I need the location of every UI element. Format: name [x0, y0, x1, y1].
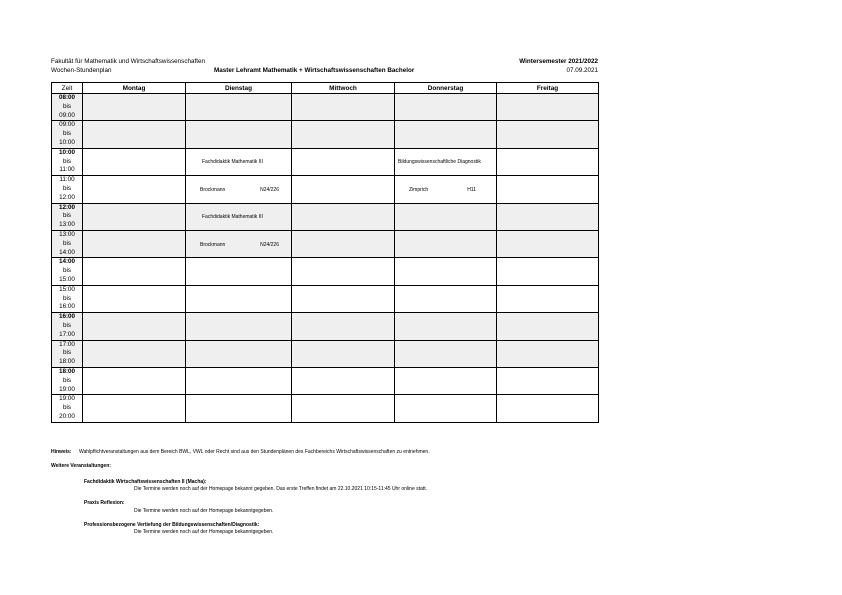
note-text: Die Termine werden noch auf der Homepage bekanntgegeben. [134, 508, 274, 514]
table-row [52, 230, 599, 257]
course-title: Fachdidaktik Mathematik III [202, 213, 263, 220]
slot-cell [83, 121, 186, 148]
slot-cell [292, 367, 395, 394]
slot-cell [292, 313, 395, 340]
slot-cell [497, 340, 599, 367]
hint-line [51, 449, 430, 455]
slot-cell [497, 121, 599, 148]
slot-cell [395, 367, 497, 394]
header-row [52, 83, 599, 94]
col-montag: Montag [83, 83, 186, 94]
slot-cell [83, 313, 186, 340]
program-title: Master Lehramt Mathematik + Wirtschaftswissenschaften Bachelor [214, 67, 415, 74]
slot-cell [83, 148, 186, 175]
event-cell[interactable] [186, 230, 292, 257]
slot-cell [186, 313, 292, 340]
col-mittwoch: Mittwoch [292, 83, 395, 94]
slot-cell [395, 340, 497, 367]
time-slot: 14:00 bis 15:00 [52, 258, 83, 285]
note-text: Die Termine werden noch auf der Homepage bekanntgegeben. [134, 529, 274, 535]
slot-cell [497, 94, 599, 121]
slot-cell [395, 395, 497, 422]
slot-cell [497, 258, 599, 285]
slot-cell [395, 203, 497, 230]
time-slot: 13:00 bis 14:00 [52, 230, 83, 257]
slot-cell [83, 285, 186, 312]
table-row [52, 367, 599, 394]
event-cell[interactable] [186, 148, 292, 175]
slot-cell [83, 395, 186, 422]
slot-cell [83, 176, 186, 203]
slot-cell [497, 230, 599, 257]
timetable [51, 82, 599, 423]
note-title: Professionsbezogene Vertiefung der Bildungswissenschaften/Diagnostik: [84, 522, 260, 528]
slot-cell [395, 121, 497, 148]
slot-cell [186, 395, 292, 422]
room-name: H11 [467, 187, 476, 194]
slot-cell [395, 258, 497, 285]
event-cell[interactable] [395, 176, 497, 203]
slot-cell [497, 148, 599, 175]
slot-cell [292, 395, 395, 422]
time-slot: 08:00 bis 09:00 [52, 94, 83, 121]
slot-cell [497, 313, 599, 340]
slot-cell [395, 230, 497, 257]
faculty-title: Fakultät für Mathematik und Wirtschaftswissenschaften [51, 58, 205, 65]
slot-cell [186, 367, 292, 394]
hint-text: Wahlpflichtveranstaltungen aus dem Bereich BWL, VWL oder Recht sind aus den Stundenplänen des Fachbereichs Wirtschaftswissenschaften zu entnehmen. [78, 449, 430, 455]
teacher-name: Brockmann [200, 241, 226, 248]
slot-cell [292, 340, 395, 367]
table-row [52, 203, 599, 230]
more-courses-label: Weitere Veranstaltungen: [51, 463, 111, 469]
table-row [52, 258, 599, 285]
col-donnerstag: Donnerstag [395, 83, 497, 94]
slot-cell [395, 285, 497, 312]
slot-cell [497, 203, 599, 230]
print-date: 07.09.2021 [566, 67, 598, 74]
slot-cell [83, 367, 186, 394]
slot-cell [292, 203, 395, 230]
time-slot: 09:00 bis 10:00 [52, 121, 83, 148]
slot-cell [292, 94, 395, 121]
slot-cell [83, 340, 186, 367]
semester: Wintersemester 2021/2022 [519, 58, 598, 65]
event-cell[interactable] [395, 148, 497, 175]
teacher-name: Brockmann [200, 187, 226, 194]
col-dienstag: Dienstag [186, 83, 292, 94]
slot-cell [497, 176, 599, 203]
slot-cell [395, 313, 497, 340]
slot-cell [292, 148, 395, 175]
slot-cell [83, 203, 186, 230]
slot-cell [186, 340, 292, 367]
note-title: Praxis Reflexion: [84, 500, 125, 506]
event-cell[interactable] [186, 203, 292, 230]
room-name: N24/226 [260, 241, 279, 248]
col-freitag: Freitag [497, 83, 599, 94]
time-slot: 12:00 bis 13:00 [52, 203, 83, 230]
slot-cell [186, 258, 292, 285]
slot-cell [83, 230, 186, 257]
time-slot: 11:00 bis 12:00 [52, 176, 83, 203]
plan-type: Wochen-Stundenplan [51, 67, 112, 74]
room-name: N24/226 [260, 187, 279, 194]
table-row [52, 148, 599, 175]
table-row [52, 313, 599, 340]
course-title: Bildungswissenschaftliche Diagnostik [398, 158, 481, 165]
slot-cell [292, 258, 395, 285]
slot-cell [83, 94, 186, 121]
slot-cell [395, 94, 497, 121]
table-row [52, 340, 599, 367]
teacher-name: Zimprich [409, 187, 429, 194]
slot-cell [497, 367, 599, 394]
event-cell[interactable] [186, 176, 292, 203]
table-row [52, 395, 599, 422]
time-slot: 19:00 bis 20:00 [52, 395, 83, 422]
slot-cell [292, 121, 395, 148]
slot-cell [292, 230, 395, 257]
time-slot: 15:00 bis 16:00 [52, 285, 83, 312]
time-slot: 10:00 bis 11:00 [52, 148, 83, 175]
table-row [52, 285, 599, 312]
slot-cell [497, 285, 599, 312]
course-title: Fachdidaktik Mathematik III [202, 158, 263, 165]
slot-cell [186, 121, 292, 148]
slot-cell [292, 176, 395, 203]
col-zeit: Zeit [52, 83, 83, 94]
slot-cell [292, 285, 395, 312]
note-text: Die Termine werden noch auf der Homepage bekannt gegeben. Das erste Treffen findet am 22.10.2021 10:15-11:45 Uhr online statt. [134, 486, 427, 492]
hint-label: Hinweis: [51, 449, 72, 455]
slot-cell [497, 395, 599, 422]
note-title: Fachdidaktik Wirtschaftswissenschaften II (Macha): [84, 479, 207, 485]
time-slot: 18:00 bis 19:00 [52, 367, 83, 394]
table-row [52, 176, 599, 203]
time-slot: 17:00 bis 18:00 [52, 340, 83, 367]
slot-cell [186, 94, 292, 121]
slot-cell [186, 285, 292, 312]
table-row [52, 121, 599, 148]
slot-cell [83, 258, 186, 285]
table-row [52, 94, 599, 121]
time-slot: 16:00 bis 17:00 [52, 313, 83, 340]
